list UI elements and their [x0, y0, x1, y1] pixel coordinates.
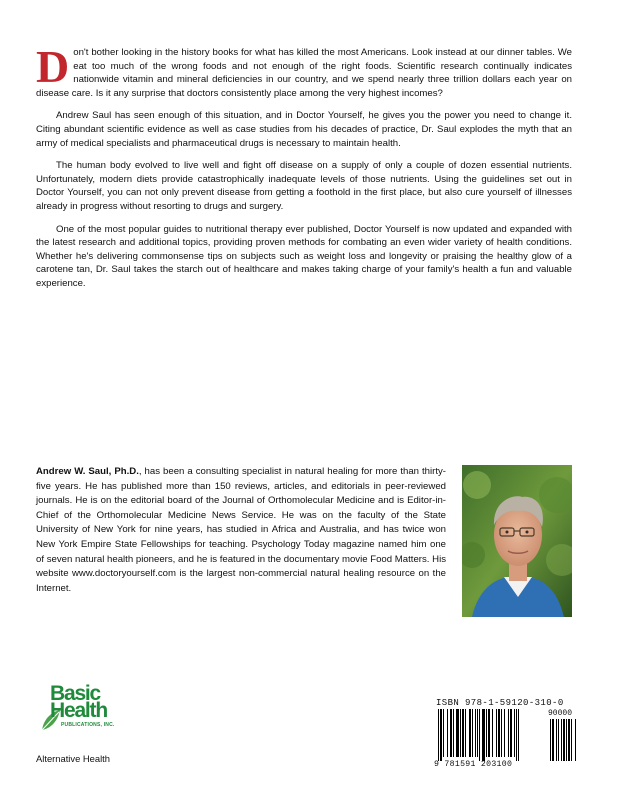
barcode-bar: [501, 709, 502, 757]
back-cover-blurb: [36, 41, 572, 300]
barcode-bar: [498, 709, 500, 757]
price-code: 90000: [548, 709, 573, 718]
barcode-addon-bar: [571, 719, 572, 761]
barcode-bar: [516, 709, 517, 761]
barcode-bar: [450, 709, 452, 757]
barcode-digits: 9 781591 203100: [434, 760, 513, 769]
barcode-bar: [510, 709, 512, 757]
barcode-addon-bar: [563, 719, 565, 761]
category-label: Alternative Health: [36, 753, 110, 764]
barcode-addon-bar: [558, 719, 559, 761]
author-bio-text: , has been a consulting specialist in natural healing for more than thirty-five years. He has published more than 150 reviews, articles, and editorials in peer-reviewed journals. He is on the editorial board of the Journal of Orthomolecular Medicine and is Editor-in-Chief of the Orthomolecular Medicine News Service. He was on the faculty of the State University of New York for nine years, has studied in Africa and Australia, and has twice won New York Empire State Fellowships for teaching. Psychology Today magazine named him one of seven natural health pioneers, and he is featured in the documentary movie Food Matters. His website www.doctoryourself.com is the largest non-commercial natural healing resource on the Internet.: [36, 466, 447, 594]
barcode-bar: [486, 709, 487, 757]
barcode-bar: [438, 709, 439, 761]
barcode-bar: [460, 709, 461, 757]
barcode-bar: [475, 709, 476, 757]
barcode-bar: [472, 709, 473, 757]
author-photo: [462, 465, 572, 617]
author-name: Andrew W. Saul, Ph.D.: [36, 466, 139, 477]
blurb-paragraph-3: The human body evolved to live well and fight off disease on a supply of only a couple of dozen essential nutrients. Unfortunately, modern diets provide catastrophically inadequate levels of those nutrients. Using the guidelines set out in Doctor Yourself, you can not only prevent disease from getting a foothold in the first place, but also cure yourself of illnesses already in progress without resorting to drugs and surgery.: [36, 160, 572, 212]
barcode-addon-bar: [552, 719, 554, 761]
barcode-addon-bar: [566, 719, 567, 761]
isbn-label: ISBN 978-1-59120-310-0: [436, 698, 564, 708]
barcode-bar: [477, 709, 478, 757]
barcode-bar: [469, 709, 471, 757]
drop-cap: D: [36, 41, 70, 92]
barcode-bar: [496, 709, 497, 757]
blurb-paragraph-1: [36, 41, 572, 100]
barcode-bar: [492, 709, 493, 757]
barcode-addon-bar: [550, 719, 551, 761]
barcode-bar: [482, 709, 485, 761]
barcode-bar: [479, 709, 480, 761]
barcode-bar: [456, 709, 459, 757]
publisher-logo: [40, 684, 120, 740]
isbn-barcode: [434, 698, 582, 770]
author-bio: [36, 465, 446, 596]
barcode-bar: [440, 709, 442, 761]
blurb-paragraph-2: Andrew Saul has seen enough of this situation, and in Doctor Yourself, he gives you the power you need to change it. Citing abundant scientific evidence as well as case studies from his decades of practice, Dr. Saul explodes the myth that an army of medical specialists and pharmaceutical drugs is necessary to maintain health.: [36, 110, 572, 149]
logo-word-health: Health: [50, 699, 107, 722]
logo-publications: PUBLICATIONS, INC.: [61, 722, 115, 728]
barcode-bar: [447, 709, 448, 757]
barcode-addon-bar: [556, 719, 557, 761]
blurb-paragraph-1-text: on't bother looking in the history books for what has killed the most Americans. Look instead at our dinner tables. We eat too much of the wrong foods and not enough of the right foods. Scientific research continually indicates nationwide vitamin and mineral deficiencies in our country, and we spend nearly three trillion dollars each year on disease care. Is it any surprise that doctors consistently place among the very highest incomes?: [36, 47, 572, 99]
barcode-bar: [488, 709, 490, 757]
barcode-bar: [508, 709, 509, 757]
barcode-bar: [514, 709, 515, 757]
barcode-bar: [518, 709, 519, 761]
barcode-addon-bar: [568, 719, 570, 761]
barcode-bar: [462, 709, 464, 757]
barcode-bar: [443, 709, 444, 757]
barcode-bar: [465, 709, 466, 757]
barcode-addon-bar: [561, 719, 562, 761]
blurb-paragraph-4: One of the most popular guides to nutritional therapy ever published, Doctor Yourself is now updated and expanded with the latest research and additional topics, providing proven methods for combating an even wider variety of health conditions. Whether he's delivering commonsense tips on subjects such as weight loss and longevity or praising the healthy glow of a carotene tan, Dr. Saul takes the starch out of healthcare and makes taking charge of your family's health a fun and valuable experience.: [36, 223, 572, 289]
logo-word-basic: Basic: [50, 682, 101, 705]
barcode-bar: [504, 709, 505, 757]
barcode-addon-bar: [575, 719, 576, 761]
barcode-bar: [453, 709, 454, 757]
